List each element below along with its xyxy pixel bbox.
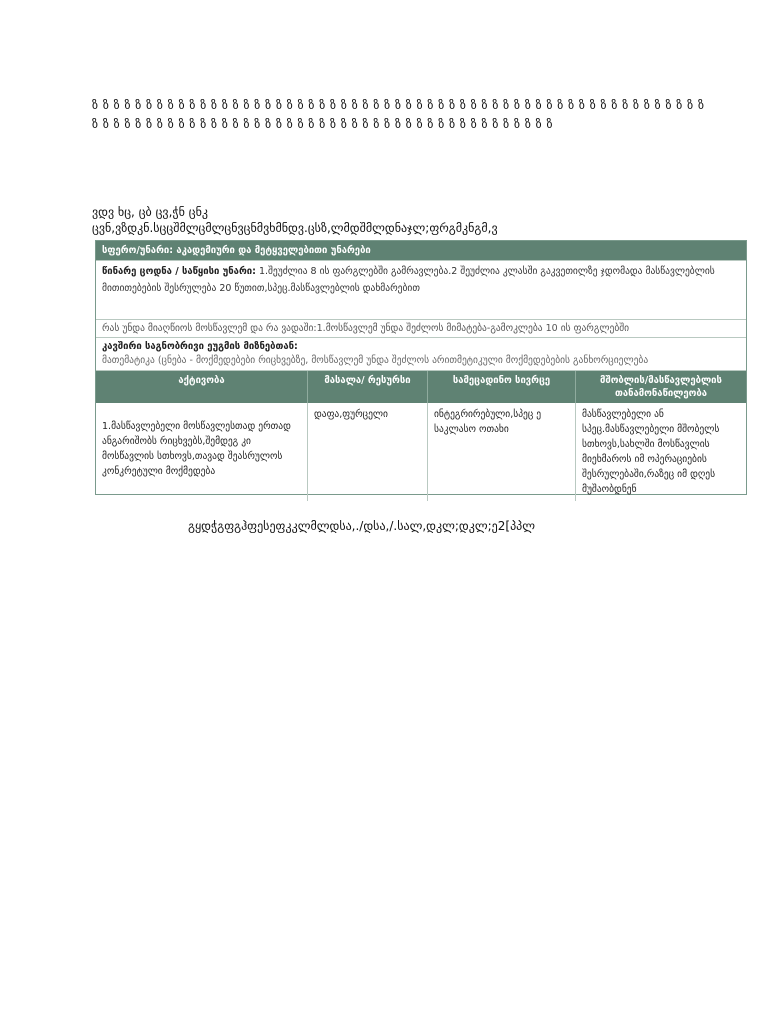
cell-activity: 1.მასწავლებელი მოსწავლესთად ერთად ანგარიშობს რიცხვებს,შემდეგ კი მოსწავლის სთხოვს,თავად შეასრულოს კონკრეტული მოქმედება: [96, 403, 308, 501]
cell-participation: მასწავლებელი ან სპეც.მასწავლებელი მშობელს სთხოვს,სახლში მოსწავლის მიეხმაროს იმ ოპერაციების შესრულებაში,რაზეც იმ დღეს მუშაობდნენ: [582, 409, 720, 495]
col-header-participation: მშობლის/მასწავლებლის თანამონაწილეობა: [600, 375, 722, 399]
prior-knowledge-row: [96, 261, 746, 320]
activity-table-row: [96, 403, 746, 494]
prior-knowledge-label: წინარე ცოდნა / საწყისი უნარი:: [102, 266, 256, 277]
col-header-material: მასალა/ რესურსი: [308, 371, 428, 403]
plan-table: [95, 240, 747, 495]
col-header-space: სამეცადინო სივრცე: [428, 371, 576, 403]
subject-link-row: [96, 338, 746, 371]
col-header-activity: აქტივობა: [96, 371, 308, 403]
footer-text-line: გყდჭგფგჰფესეფკკლმლდსა,./დსა,/.სალ,დკლ;დკლ;ე2[პპლ: [188, 519, 536, 533]
goal-row: რას უნდა მიაღწიოს მოსწავლემ და რა ვადაში:1.მოსწავლემ უნდა შეძლოს მიმატება-გამოკლება 10 ის ფარგლებში: [96, 320, 746, 338]
activity-table-header: [96, 371, 746, 403]
subject-link-label: კავშირი საგნობრივი ეუგმის მიზნებთან:: [102, 341, 298, 352]
text-line-b: ცვნ,ვზდკნ.სცცშმლცმლცნვცნმვხმნდვ.ცსზ,ლმდშმლდნაჯლ;ფრგმკნგმ,ვ: [92, 221, 498, 235]
subject-link-text: მათემატიკა (ცნება - მოქმედებები რიცხვებზე, მოსწავლემ უნდა შეძლოს არითმეტიკული მოქმედებების განხორციელება: [102, 355, 649, 366]
cell-material: დაფა,ფურცელი: [308, 403, 428, 501]
text-line-a: ვდვ ხც, ცბ ცვ,ჭნ ცნკ: [92, 205, 208, 219]
prior-knowledge-text: 1.შეუძლია 8 ის ფარგლებში გამრავლება.2 შეუძლია კლასში გაკვეთილზე ჯდომადა მასწავლებლის მითითებების შესრულება 20 წუთით,სპეც.მასწავლებლის დახმარებით: [102, 266, 715, 294]
cell-space: ინტეგრირებული,სპეც ე საკლასო ოთახი: [428, 403, 576, 501]
table-title-bar: სფერო/უნარი: აკადემიური და მეტყველებითი უნარები: [96, 241, 746, 261]
header-gibberish-text: ზ ზ ზ ზ ზ ზ ზ ზ ზ ზ ზ ზ ზ ზ ზ ზ ზ ზ ზ ზ ზ ზ ზ ზ ზ ზ ზ ზ ზ ზ ზ ზ ზ ზ ზ ზ ზ ზ ზ ზ ზ ზ ზ ზ ზ ზ ზ ზ ზ ზ ზ ზ ზ ზ ზ ზ ზ ზ ზ ზ ზ ზ ზ ზ ზ ზ ზ ზ ზ ზ ზ ზ ზ ზ ზ ზ ზ ზ ზ ზ ზ ზ ზ ზ ზ ზ ზ ზ ზ ზ ზ ზ ზ ზ ზ ზ ზ ზ ზ ზ: [92, 98, 705, 131]
